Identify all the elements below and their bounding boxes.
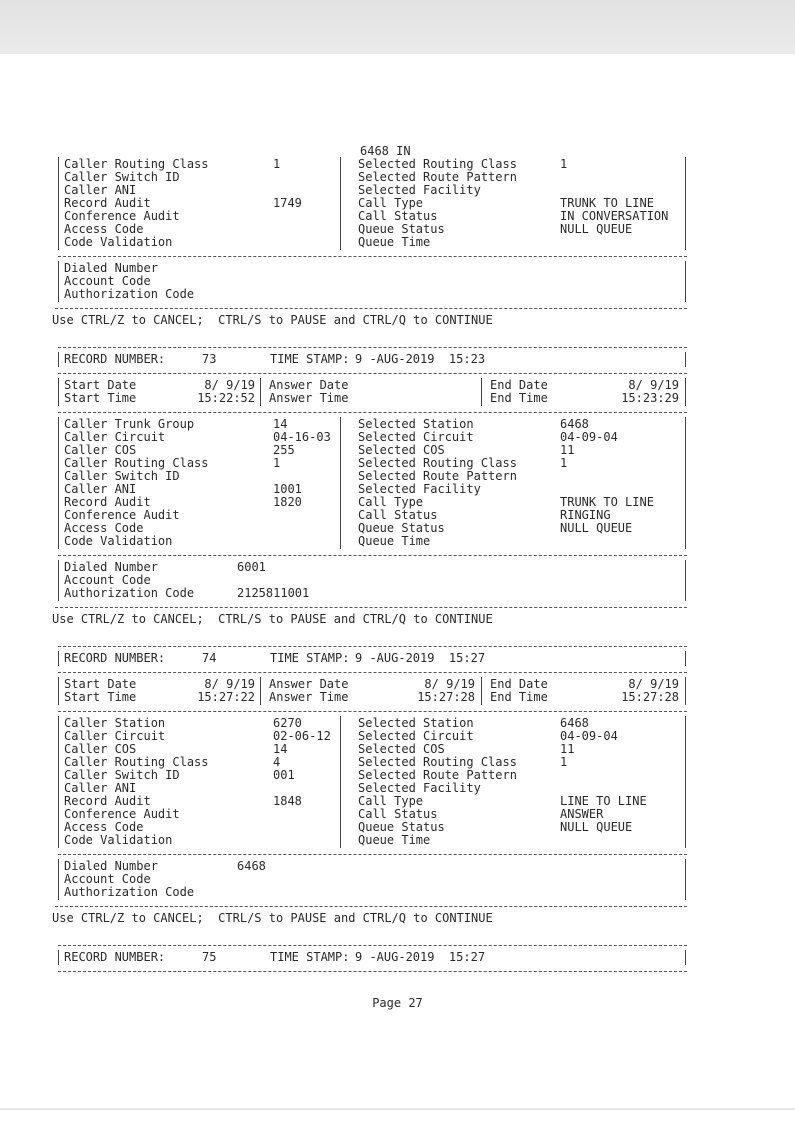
dialed-field-label: Account Code xyxy=(64,872,151,886)
selected-field-label: Queue Time xyxy=(358,235,431,249)
selected-field-label: Call Status xyxy=(358,508,438,522)
end-date-label: End Date xyxy=(490,677,548,691)
caller-field-value: 1 xyxy=(273,456,281,470)
cancel-hint: Use CTRL/Z to CANCEL; CTRL/S to PAUSE and CTRL/Q to CONTINUE xyxy=(52,313,493,327)
caller-field-label: Caller Routing Class xyxy=(64,157,209,171)
start-time: 15:27:22 xyxy=(197,690,255,704)
dialed-field-label: Account Code xyxy=(64,274,151,288)
selected-field-label: Queue Time xyxy=(358,833,431,847)
selected-field-label: Selected Route Pattern xyxy=(358,768,517,782)
selected-field-label: Selected Station xyxy=(358,417,474,431)
selected-field-value: LINE TO LINE xyxy=(560,794,647,808)
call-record xyxy=(52,340,695,639)
selected-field-label: Selected COS xyxy=(358,443,445,457)
time-row xyxy=(55,392,695,405)
selected-field-value: TRUNK TO LINE xyxy=(560,196,654,210)
caller-field-label: Caller Station xyxy=(64,716,166,730)
dialed-row xyxy=(55,587,695,600)
caller-field-label: Caller Switch ID xyxy=(64,469,180,483)
caller-field-value: 14 xyxy=(273,742,288,756)
selected-field-value: RINGING xyxy=(560,508,611,522)
dialed-field-label: Dialed Number xyxy=(64,261,158,275)
caller-field-label: Caller Routing Class xyxy=(64,456,209,470)
selected-field-value: NULL QUEUE xyxy=(560,222,633,236)
caller-field-value: 1848 xyxy=(273,794,302,808)
caller-field-value: 1820 xyxy=(273,495,302,509)
selected-field-label: Call Type xyxy=(358,495,424,509)
selected-field-label: Selected Circuit xyxy=(358,729,474,743)
start-date-label: Start Date xyxy=(64,677,137,691)
time-stamp-label: TIME STAMP: xyxy=(270,950,350,964)
selected-field-value: 11 xyxy=(560,742,575,756)
caller-field-label: Conference Audit xyxy=(64,209,180,223)
dialed-field-label: Authorization Code xyxy=(64,586,195,600)
record-number-label: RECORD NUMBER: xyxy=(64,950,166,964)
time-stamp-label: TIME STAMP: xyxy=(270,651,350,665)
page-number: Page 27 xyxy=(372,996,423,1010)
scan-top-margin xyxy=(0,0,795,54)
end-time: 15:23:29 xyxy=(621,391,679,405)
caller-field-label: Code Validation xyxy=(64,833,173,847)
record-header xyxy=(55,951,695,964)
record-number-label: RECORD NUMBER: xyxy=(64,651,166,665)
caller-field-label: Caller Circuit xyxy=(64,729,166,743)
caller-field-label: Caller Trunk Group xyxy=(64,417,195,431)
time-stamp-label: TIME STAMP: xyxy=(270,352,350,366)
end-time: 15:27:28 xyxy=(621,690,679,704)
selected-field-label: Selected Route Pattern xyxy=(358,469,517,483)
selected-field-value: 04-09-04 xyxy=(560,430,618,444)
cancel-hint-text: Use CTRL/Z to CANCEL; CTRL/S to PAUSE and CTRL/Q to CONTINUE xyxy=(52,911,493,925)
time-stamp: 9 -AUG-2019 15:27 xyxy=(355,651,486,665)
record-header xyxy=(55,353,695,366)
dialed-field-label: Account Code xyxy=(64,573,151,587)
field-row xyxy=(55,834,695,847)
selected-field-value: IN CONVERSATION xyxy=(560,209,669,223)
record-number-label: RECORD NUMBER: xyxy=(64,352,166,366)
selected-field-value: 1 xyxy=(560,157,568,171)
answer-date: 8/ 9/19 xyxy=(424,677,475,691)
caller-field-value: 1001 xyxy=(273,482,302,496)
caller-field-label: Caller Routing Class xyxy=(64,755,209,769)
selected-field-value: NULL QUEUE xyxy=(560,820,633,834)
caller-field-label: Caller ANI xyxy=(64,183,137,197)
caller-field-label: Access Code xyxy=(64,521,144,535)
end-date: 8/ 9/19 xyxy=(628,677,679,691)
selected-field-value: 6468 xyxy=(560,417,589,431)
selected-field-label: Selected Routing Class xyxy=(358,157,517,171)
selected-field-value: ANSWER xyxy=(560,807,604,821)
dialed-field-label: Dialed Number xyxy=(64,560,158,574)
dialed-field-label: Authorization Code xyxy=(64,287,195,301)
selected-field-label: Call Status xyxy=(358,209,438,223)
dialed-field-label: Dialed Number xyxy=(64,859,158,873)
caller-field-label: Record Audit xyxy=(64,495,151,509)
cancel-hint xyxy=(52,612,695,626)
cancel-hint xyxy=(52,911,695,925)
record-number: 74 xyxy=(202,651,217,665)
selected-field-value: 1 xyxy=(560,456,568,470)
caller-field-label: Conference Audit xyxy=(64,807,180,821)
field-row xyxy=(55,535,695,548)
record-number: 73 xyxy=(202,352,217,366)
caller-field-value: 14 xyxy=(273,417,288,431)
caller-field-label: Caller COS xyxy=(64,443,137,457)
time-stamp: 9 -AUG-2019 15:27 xyxy=(355,950,486,964)
caller-field-label: Caller Circuit xyxy=(64,430,166,444)
caller-field-label: Caller ANI xyxy=(64,781,137,795)
caller-field-label: Access Code xyxy=(64,820,144,834)
partial-record-dialed xyxy=(55,262,695,301)
selected-field-label: Queue Status xyxy=(358,521,445,535)
dialed-field-value: 6468 xyxy=(237,859,266,873)
caller-field-label: Record Audit xyxy=(64,196,151,210)
caller-field-label: Record Audit xyxy=(64,794,151,808)
caller-field-value: 4 xyxy=(273,755,281,769)
scan-bottom-margin xyxy=(0,1108,795,1110)
dialed-row xyxy=(55,288,695,301)
caller-field-label: Caller COS xyxy=(64,742,137,756)
start-time: 15:22:52 xyxy=(197,391,255,405)
dialed-row xyxy=(55,886,695,899)
selected-field-label: Queue Time xyxy=(358,534,431,548)
caller-field-label: Caller Switch ID xyxy=(64,768,180,782)
caller-field-value: 1 xyxy=(273,157,281,171)
selected-field-label: Selected Facility xyxy=(358,482,481,496)
selected-field-label: Selected Routing Class xyxy=(358,755,517,769)
caller-field-label: Code Validation xyxy=(64,534,173,548)
caller-field-label: Caller ANI xyxy=(64,482,137,496)
end-date-label: End Date xyxy=(490,378,548,392)
selected-field-value: 1 xyxy=(560,755,568,769)
selected-field-label: Selected Circuit xyxy=(358,430,474,444)
caller-field-label: Code Validation xyxy=(64,235,173,249)
printout xyxy=(52,144,695,977)
header-tail: 6468 IN xyxy=(360,144,411,158)
start-time-label: Start Time xyxy=(64,391,137,405)
selected-field-value: 04-09-04 xyxy=(560,729,618,743)
date-row xyxy=(55,678,695,691)
field-row xyxy=(55,236,695,249)
caller-field-value: 6270 xyxy=(273,716,302,730)
record-header xyxy=(55,652,695,665)
call-record xyxy=(52,639,695,938)
dialed-field-value: 6001 xyxy=(237,560,266,574)
start-time-label: Start Time xyxy=(64,690,137,704)
selected-field-label: Selected Facility xyxy=(358,183,481,197)
partial-record-fields xyxy=(55,158,695,249)
caller-field-value: 02-06-12 xyxy=(273,729,331,743)
end-time-label: End Time xyxy=(490,391,548,405)
time-row xyxy=(55,691,695,704)
dialed-row xyxy=(55,860,695,873)
selected-field-label: Selected Routing Class xyxy=(358,456,517,470)
selected-field-label: Selected Station xyxy=(358,716,474,730)
answer-time-label: Answer Time xyxy=(269,391,349,405)
caller-field-value: 255 xyxy=(273,443,295,457)
caller-field-value: 04-16-03 xyxy=(273,430,331,444)
dialed-field-label: Authorization Code xyxy=(64,885,195,899)
divider xyxy=(55,366,695,379)
divider xyxy=(55,964,695,977)
selected-field-label: Queue Status xyxy=(358,222,445,236)
time-stamp: 9 -AUG-2019 15:23 xyxy=(355,352,486,366)
selected-field-value: 6468 xyxy=(560,716,589,730)
start-date: 8/ 9/19 xyxy=(204,677,255,691)
answer-time: 15:27:28 xyxy=(417,690,475,704)
end-time-label: End Time xyxy=(490,690,548,704)
answer-time-label: Answer Time xyxy=(269,690,349,704)
answer-date-label: Answer Date xyxy=(269,378,349,392)
selected-field-value: TRUNK TO LINE xyxy=(560,495,654,509)
caller-field-label: Conference Audit xyxy=(64,508,180,522)
caller-field-value: 001 xyxy=(273,768,295,782)
selected-field-label: Call Type xyxy=(358,196,424,210)
caller-field-label: Access Code xyxy=(64,222,144,236)
cancel-hint-text: Use CTRL/Z to CANCEL; CTRL/S to PAUSE and CTRL/Q to CONTINUE xyxy=(52,612,493,626)
start-date: 8/ 9/19 xyxy=(204,378,255,392)
record-number: 75 xyxy=(202,950,217,964)
answer-date-label: Answer Date xyxy=(269,677,349,691)
selected-field-label: Call Type xyxy=(358,794,424,808)
caller-field-value: 1749 xyxy=(273,196,302,210)
end-date: 8/ 9/19 xyxy=(628,378,679,392)
dialed-row xyxy=(55,262,695,275)
selected-field-label: Selected Route Pattern xyxy=(358,170,517,184)
selected-field-label: Queue Status xyxy=(358,820,445,834)
selected-field-label: Selected COS xyxy=(358,742,445,756)
selected-field-value: NULL QUEUE xyxy=(560,521,633,535)
start-date-label: Start Date xyxy=(64,378,137,392)
divider xyxy=(55,665,695,678)
date-row xyxy=(55,379,695,392)
selected-field-label: Call Status xyxy=(358,807,438,821)
caller-field-label: Caller Switch ID xyxy=(64,170,180,184)
selected-field-value: 11 xyxy=(560,443,575,457)
dialed-field-value: 2125811001 xyxy=(237,586,310,600)
selected-field-label: Selected Facility xyxy=(358,781,481,795)
dialed-row xyxy=(55,561,695,574)
